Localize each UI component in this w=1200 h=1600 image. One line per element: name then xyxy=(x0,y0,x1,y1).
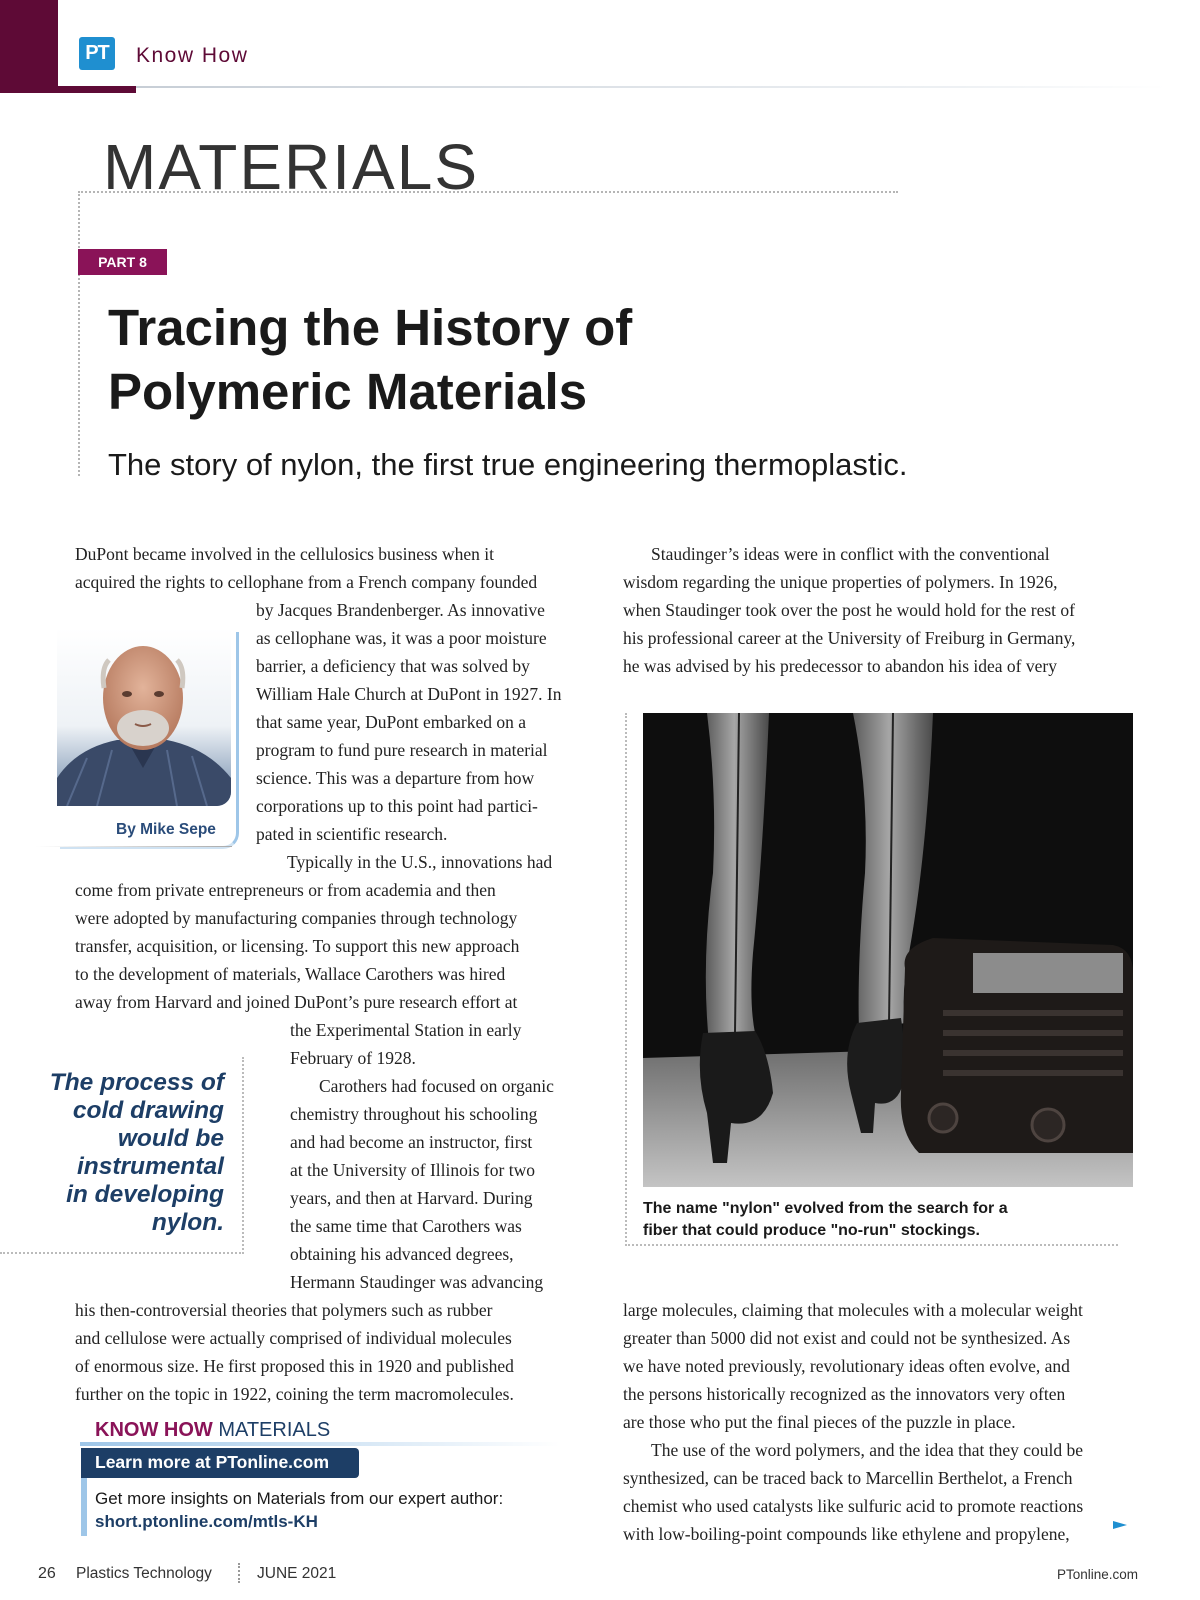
pull-quote-line: in developing xyxy=(66,1181,224,1208)
body-line: his then-controversial theories that polymers such as rubber xyxy=(75,1300,493,1320)
knowhow-url[interactable]: short.ptonline.com/mtls-KH xyxy=(95,1512,318,1531)
header-accent-underline xyxy=(58,86,136,93)
body-line: large molecules, claiming that molecules with a molecular weight xyxy=(623,1300,1083,1320)
stockings-photo xyxy=(643,713,1133,1187)
body-line: to the development of materials, Wallace Carothers was hired xyxy=(75,964,506,984)
pull-quote-line: The process of xyxy=(49,1069,224,1096)
author-portrait-image xyxy=(57,628,231,806)
body-line: that same year, DuPont embarked on a xyxy=(256,712,526,732)
body-line: when Staudinger took over the post he would hold for the rest of xyxy=(623,600,1075,620)
body-line: February of 1928. xyxy=(290,1048,416,1068)
body-line: DuPont became involved in the cellulosics business when it xyxy=(75,544,494,564)
publication-name: Plastics Technology xyxy=(76,1565,212,1582)
body-line: further on the topic in 1922, coining the term macromolecules. xyxy=(75,1384,514,1404)
body-line: years, and then at Harvard. During xyxy=(290,1188,533,1208)
footer-separator xyxy=(238,1563,240,1583)
author-byline: By Mike Sepe xyxy=(116,821,216,838)
body-line: greater than 5000 did not exist and could not be synthesized. As xyxy=(623,1328,1071,1348)
body-line: Typically in the U.S., innovations had xyxy=(287,852,553,872)
body-line: by Jacques Brandenberger. As innovative xyxy=(256,600,545,620)
body-line: Hermann Staudinger was advancing xyxy=(290,1272,544,1292)
body-line: the persons historically recognized as the innovators very often xyxy=(623,1384,1066,1404)
article-subtitle: The story of nylon, the first true engineering thermoplastic. xyxy=(108,447,908,482)
pull-quote xyxy=(20,1069,224,1237)
pull-quote-line: would be xyxy=(117,1125,224,1152)
photo-caption xyxy=(643,1198,1103,1242)
body-line: with low-boiling-point compounds like ethylene and propylene, xyxy=(623,1524,1070,1544)
body-line: chemistry throughout his schooling xyxy=(290,1104,538,1124)
body-line: were adopted by manufacturing companies through technology xyxy=(75,908,518,928)
knowhow-side-bar xyxy=(81,1478,87,1536)
body-line: Carothers had focused on organic xyxy=(319,1076,554,1096)
body-line: acquired the rights to cellophane from a French company founded xyxy=(75,572,538,592)
body-line: obtaining his advanced degrees, xyxy=(290,1244,514,1264)
body-line: and had become an instructor, first xyxy=(290,1132,533,1152)
section-label: Know How xyxy=(136,44,249,67)
body-line: of enormous size. He first proposed this in 1920 and published xyxy=(75,1356,514,1376)
body-line: at the University of Illinois for two xyxy=(290,1160,535,1180)
byline-rule xyxy=(36,846,232,847)
body-line: come from private entrepreneurs or from academia and then xyxy=(75,880,496,900)
stockings-radio-image xyxy=(643,713,1133,1187)
header-accent-block xyxy=(0,0,58,93)
title-line-1: Tracing the History of xyxy=(108,299,633,356)
pull-quote-line: instrumental xyxy=(76,1153,224,1180)
website-url[interactable]: PTonline.com xyxy=(1057,1567,1139,1582)
header-rule xyxy=(136,86,1166,88)
body-line: we have noted previously, revolutionary ideas often evolve, and xyxy=(623,1356,1070,1376)
title-vertical-divider xyxy=(78,191,80,476)
body-line: chemist who used catalysts like sulfuric acid to promote reactions xyxy=(623,1496,1084,1516)
body-line: pated in scientific research. xyxy=(256,824,448,844)
issue-date: JUNE 2021 xyxy=(257,1565,337,1582)
body-line: his professional career at the University of Freiburg in Germany, xyxy=(623,628,1076,648)
body-line: William Hale Church at DuPont in 1927. In xyxy=(256,684,562,704)
knowhow-link[interactable]: Learn more at PTonline.com xyxy=(95,1452,330,1472)
body-line: corporations up to this point had partici- xyxy=(256,796,538,816)
body-line: and cellulose were actually comprised of individual molecules xyxy=(75,1328,512,1348)
knowhow-title-bold: KNOW HOW xyxy=(95,1419,213,1441)
knowhow-title xyxy=(95,1419,330,1442)
title-line-2: Polymeric Materials xyxy=(108,363,588,420)
knowhow-text: Get more insights on Materials from our expert author: xyxy=(95,1489,504,1508)
caption-line-1: The name "nylon" evolved from the search for a xyxy=(643,1200,1008,1217)
page-number: 26 xyxy=(38,1565,56,1582)
body-line: The use of the word polymers, and the idea that they could be xyxy=(651,1440,1084,1460)
body-line: program to fund pure research in material xyxy=(256,740,548,760)
knowhow-title-rest: MATERIALS xyxy=(212,1419,331,1441)
body-line: barrier, a deficiency that was solved by xyxy=(256,656,530,676)
section-kicker: MATERIALS xyxy=(103,131,479,203)
body-line: Staudinger’s ideas were in conflict with the conventional xyxy=(651,544,1050,564)
pull-quote-line: nylon. xyxy=(151,1209,224,1236)
body-line: synthesized, can be traced back to Marcellin Berthelot, a French xyxy=(623,1468,1073,1488)
body-line: the same time that Carothers was xyxy=(290,1216,522,1236)
article-title xyxy=(108,296,908,424)
title-divider xyxy=(78,191,898,193)
pull-quote-line: cold drawing xyxy=(72,1097,224,1124)
body-line: are those who put the final pieces of the puzzle in place. xyxy=(623,1412,1016,1432)
part-badge: PART 8 xyxy=(78,249,167,275)
body-line: wisdom regarding the unique properties of polymers. In 1926, xyxy=(623,572,1058,592)
body-line: he was advised by his predecessor to abandon his idea of very xyxy=(623,656,1057,676)
author-photo xyxy=(57,628,231,806)
body-line: the Experimental Station in early xyxy=(290,1020,522,1040)
body-line: science. This was a departure from how xyxy=(256,768,535,788)
body-line: away from Harvard and joined DuPont’s pure research effort at xyxy=(75,992,518,1012)
body-line: transfer, acquisition, or licensing. To support this new approach xyxy=(75,936,520,956)
continue-arrow-icon xyxy=(1113,1521,1127,1529)
caption-line-2: fiber that could produce "no-run" stockings. xyxy=(643,1222,980,1239)
body-line: as cellophane was, it was a poor moisture xyxy=(256,628,547,648)
pt-logo: PT xyxy=(79,37,115,70)
knowhow-rule xyxy=(80,1442,560,1446)
